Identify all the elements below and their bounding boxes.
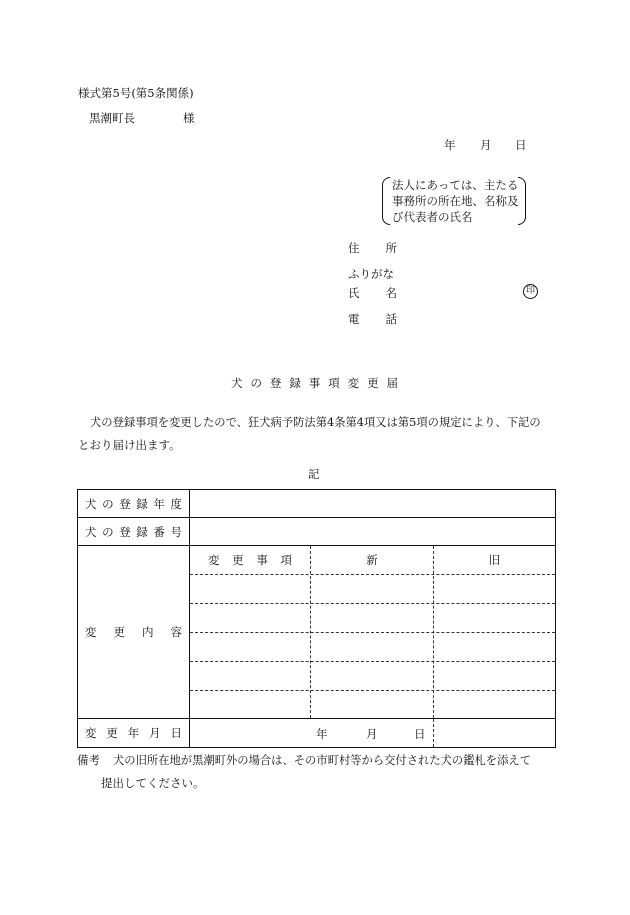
row-label-change-contents: 変 更 内 容 (85, 625, 182, 639)
ki-heading: 記 (308, 467, 320, 481)
left-bracket (382, 177, 390, 225)
row-label-registration-number: 犬 の 登 録 番 号 (85, 524, 182, 539)
date-year: 年 (444, 138, 456, 152)
col-header-change-item: 変 更 事 項 (208, 553, 292, 567)
remarks-line2: 提出してください。 (101, 776, 205, 790)
right-bracket (518, 177, 526, 225)
corporate-note-bracket (382, 177, 526, 225)
name-label: 氏 名 (348, 286, 397, 300)
seal-icon: 印 (523, 284, 538, 299)
row-label-registration-year: 犬 の 登 録 年 度 (85, 496, 182, 511)
corporate-note: 法人にあっては、主たる事務所の所在地、名称及び代表者の氏名 (392, 178, 519, 224)
change-date-month: 月 (366, 727, 378, 741)
registration-number-field[interactable] (190, 518, 555, 545)
form-title: 犬 の 登 録 事 項 変 更 届 (231, 376, 398, 390)
addressee-honorific: 様 (183, 111, 195, 125)
furigana-label: ふりがな (348, 267, 394, 281)
row-label-change-date: 変 更 年 月 日 (85, 726, 182, 740)
col-header-new: 新 (366, 553, 378, 567)
change-date-year: 年 (316, 727, 328, 741)
body-text-line2: とおり届け出ます。 (78, 438, 181, 452)
phone-label: 電 話 (348, 312, 397, 326)
date-day: 日 (515, 138, 527, 152)
col-header-old: 旧 (488, 553, 501, 567)
remarks-line1: 犬の旧所在地が黒潮町外の場合は、その市町村等から交付された犬の鑑札を添えて (113, 754, 531, 767)
body-text-line1: 犬の登録事項を変更したので、狂犬病予防法第4条第4項又は第5項の規定により、下記の (90, 416, 541, 429)
registration-year-field[interactable] (190, 490, 555, 517)
change-date-day: 日 (414, 727, 426, 741)
remarks-label: 備考 (77, 753, 100, 767)
form-number: 様式第5号(第5条関係) (78, 86, 194, 100)
change-table (77, 489, 556, 748)
date-month: 月 (480, 138, 492, 152)
address-label: 住 所 (348, 241, 397, 255)
addressee: 黒潮町長 (89, 111, 135, 125)
